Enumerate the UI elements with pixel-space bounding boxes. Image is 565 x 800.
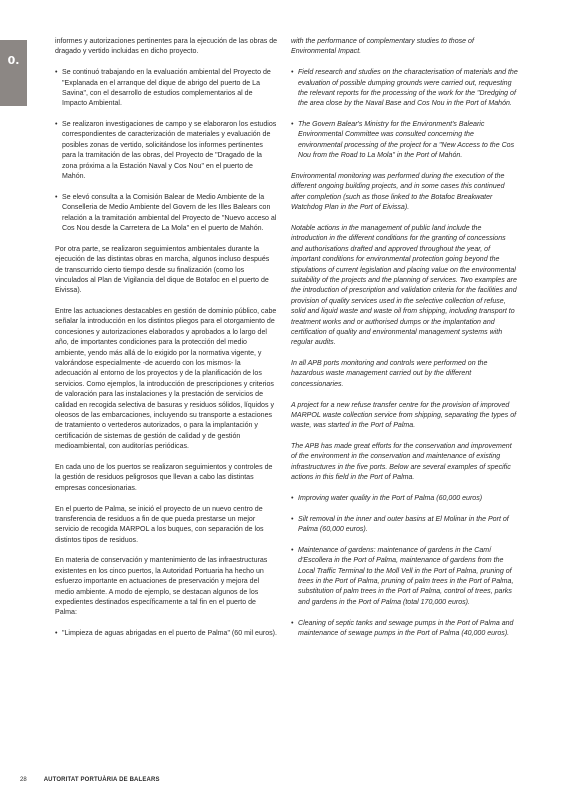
bullet-icon: • [291, 619, 294, 627]
list-item-text: Silt removal in the inner and outer basins at El Molinar in the Port of Palma (60,000 euros). [298, 515, 509, 534]
list-item-text: Cleaning of septic tanks and sewage pumps in the Port of Palma and maintenance of sewage pumps in the Port of Palma (40,000 euros). [298, 619, 514, 637]
list-item-text: Improving water quality in the Port of Palma (60,000 euros) [298, 495, 483, 502]
paragraph: Entre las actuaciones destacables en gestión de dominio público, cabe señalar la introducción en los distintos pliegos para el otorgamiento de concesiones y autorizaciones elaborados y aprobados a lo largo del año, de importantes condiciones para la protección del medio ambiente, yendo más allá de lo exigido por la normativa vigente, y valorándose especialmente -de acuerdo con los mismos- la adecuación al entorno de los proyectos y de la planificación de los servicios. Como ejemplos, la introducción de prescripciones y criterios de valoración para las instalaciones y la prestación de servicios de calidad en recogida selectiva de basuras y residuos sólidos, líquidos y oleosos de las embarcaciones, incluyendo su transporte a estaciones de tratamiento o vertederos autorizados, o para la implantación y certificación de sistemas de gestión de calidad y de gestión medioambiental, con auditorías periódicas. [55, 308, 277, 451]
bullet-icon: • [291, 121, 294, 129]
english-column [291, 37, 519, 650]
list-item-text: Maintenance of gardens: maintenance of gardens in the Camí d'Escollera in the Port of Palma, maintenance of gardens from the Local Traffic Terminal to the Moll Vell in the Port of Palma, pruning of trees in the Port of Palma, pruning of palm trees in the Port of Palma, substitution of palm trees in the Port of Palma, control of trees, parks and gardens in the Port of Palma (total 170,000 euros). [298, 546, 514, 606]
paragraph: En materia de conservación y mantenimiento de las infraestructuras existentes en los cinco puertos, la Autoridad Portuaria ha hecho un esfuerzo importante en actuaciones de preservación y mejora del medio ambiente. A modo de ejemplo, se destacan algunos de los expedientes destinados específicamente a tal fin en el puerto de Palma: [55, 557, 268, 617]
list-item-text: Field research and studies on the characterisation of materials and the evaluation of possible dumping grounds were carried out, requesting the relevant reports for the processing of the work for the "Dredging of the area close by the Naval Base and Cos Nou in the Port of Mahón. [298, 69, 518, 108]
list-item [291, 619, 519, 640]
paragraph: En cada uno de los puertos se realizaron seguimientos y controles de la gestión de residuos peligrosos que llevan a cabo las distintas empresas concesionarias. [55, 464, 273, 492]
list-item [55, 68, 278, 110]
bullet-icon: • [55, 630, 58, 638]
list-item [291, 494, 519, 504]
list-item [55, 120, 278, 182]
list-item [291, 120, 519, 162]
list-item-text: The Govern Balear's Ministry for the Environment's Balearic Environmental Committee was consulted concerning the environmental processing of the project for a "New Access to the Cos Nou from the Road to La Mola" in the Port of Mahón. [298, 121, 515, 160]
organization-name: AUTORITAT PORTUÀRIA DE BALEARS [43, 777, 160, 783]
bullet-icon: • [291, 515, 294, 523]
bullet-icon: • [55, 121, 58, 129]
section-tab [0, 40, 27, 106]
list-item [291, 68, 519, 110]
paragraph: In all APB ports monitoring and controls were performed on the hazardous waste management carried out by the different concessionaries. [291, 360, 488, 388]
list-item [291, 515, 519, 536]
section-tab-label: 0. [7, 54, 20, 67]
bullet-icon: • [291, 495, 294, 502]
paragraph: The APB has made great efforts for the conservation and improvement of the environment in the conservation and maintenance of existing infrastructures in the five ports. Below are several examples of specific actions in this field in the Port of Palma. [291, 443, 512, 482]
list-item [291, 546, 519, 608]
bullet-icon: • [55, 69, 58, 77]
list-item-text: Se elevó consulta a la Comisión Balear de Medio Ambiente de la Conselleria de Medio Ambiente del Govern de les Illes Balears con relación a la tramitación ambiental del Proyecto de "Nuevo acceso al Cos Nou desde la Carretera de La Mola" en el puerto de Mahón. [62, 193, 277, 232]
list-item-text: Se realizaron investigaciones de campo y se elaboraron los estudios correspondientes de caracterización de materiales y evaluación de posibles zonas de vertido, solicitándose los informes pertinentes para la tramitación de las obras, del Proyecto de "Dragado de la zona próxima a la Estación Naval y Cos Nou" en el puerto de Mahón. [62, 121, 277, 181]
list-item-text: "Limpieza de aguas abrigadas en el puerto de Palma" (60 mil euros). [62, 630, 277, 638]
paragraph: Por otra parte, se realizaron seguimientos ambientales durante la ejecución de las distintas obras en marcha, algunos incluso después de transcurrido cierto tiempo desde su finalización (como los vinculados al Plan de Vigilancia del dique de Botafoc en el puerto de Eivissa). [55, 245, 270, 295]
page-footer [20, 776, 160, 784]
spanish-column [55, 37, 278, 650]
list-item [55, 193, 278, 235]
paragraph: A project for a new refuse transfer centre for the provision of improved MARPOL waste collection service from shipping, separating the types of waste, was started in the Port of Palma. [291, 401, 517, 430]
continued-text: informes y autorizaciones pertinentes para la ejecución de las obras de dragado y vertido incluidas en dicho proyecto. [55, 38, 278, 56]
list-item-text: Se continuó trabajando en la evaluación ambiental del Proyecto de "Explanada en el arranque del dique de abrigo del puerto de La Savina", con el desarrollo de estudios complementarios al de Impacto Ambiental. [62, 69, 271, 108]
bullet-icon: • [291, 546, 294, 554]
bullet-icon: • [291, 69, 294, 77]
continued-text: with the performance of complementary studies to those of Environmental Impact. [291, 38, 474, 56]
page-number: 28 [20, 777, 27, 783]
paragraph: Notable actions in the management of public land include the introduction in the different conditions for the granting of concessions and authorisations drafted and approved throughout the year, of important conditions for environmental protection going beyond the stipulations of current legislation and placing value on the environmental suitability of the projects and the planning of services. Two examples are the introduction of prescription and validation criteria for the facilities and provision of quality services used in the selective collection of refuse, solid and liquid waste and waste oil from shipping, including transport to treatment works and or authorised dumps or the implantation and certification of quality and environmental management systems with regular audits. [291, 224, 517, 347]
bullet-icon: • [55, 193, 58, 201]
paragraph: En el puerto de Palma, se inició el proyecto de un nuevo centro de transferencia de residuos a fin de que pueda prestarse un mejor servicio de recogida MARPOL a los buques, con separación de los distintos tipos de residuos. [55, 505, 264, 544]
paragraph: Environmental monitoring was performed during the execution of the different ongoing building projects, and in some cases this continued after completion (such as those linked to the Botafoc Breakwater Watchdog Plan in the Port of Eivissa). [291, 172, 505, 212]
list-item [55, 629, 278, 639]
